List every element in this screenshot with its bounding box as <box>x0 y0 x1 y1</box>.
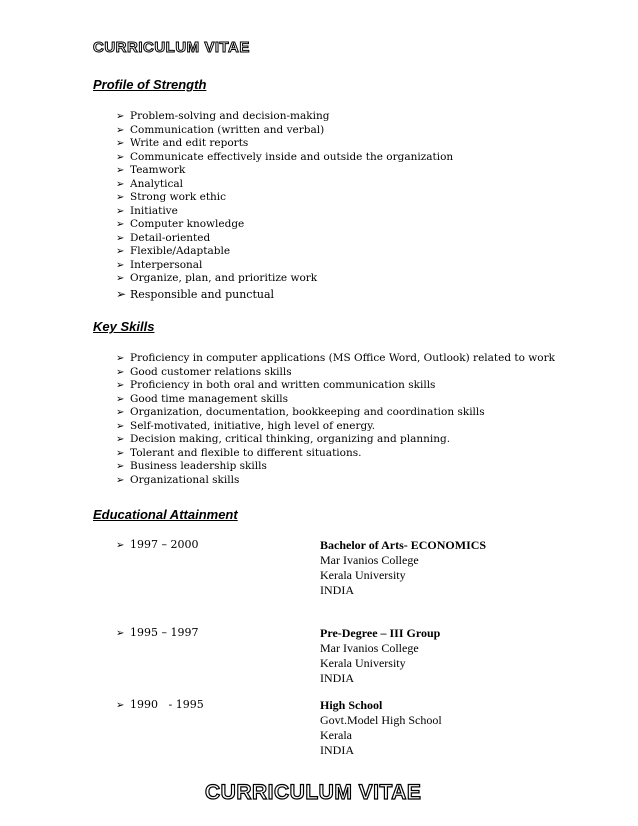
list-item: ➢ Organizational skills <box>116 473 240 486</box>
arrow-bullet-icon: ➢ <box>116 700 125 711</box>
arrow-bullet-icon: ➢ <box>116 366 125 378</box>
list-item: ➢ Detail-oriented <box>116 231 211 244</box>
arrow-bullet-icon: ➢ <box>116 447 125 459</box>
list-item: ➢ Analytical <box>116 177 183 190</box>
education-school: Govt.Model High School <box>320 713 442 727</box>
arrow-bullet-icon: ➢ <box>116 151 125 163</box>
arrow-bullet-icon: ➢ <box>116 628 125 639</box>
education-school: Mar Ivanios College <box>320 641 419 655</box>
list-item: ➢ Communicate effectively inside and outside the organization <box>116 150 454 163</box>
education-board: Kerala University <box>320 656 406 670</box>
education-country: INDIA <box>320 671 354 685</box>
list-item: ➢ Responsible and punctual <box>116 286 275 301</box>
list-item: ➢ Self-motivated, initiative, high level of energy. <box>116 419 376 432</box>
list-item: ➢ Initiative <box>116 204 178 217</box>
list-item: ➢ Interpersonal <box>116 258 203 271</box>
profile-list <box>116 110 453 302</box>
arrow-bullet-icon: ➢ <box>116 138 125 149</box>
list-item: ➢ Communication (written and verbal) <box>116 123 325 136</box>
education-degree: Bachelor of Arts- ECONOMICS <box>320 538 487 552</box>
education-board: Kerala University <box>320 568 406 582</box>
arrow-bullet-icon: ➢ <box>116 407 125 418</box>
skills-list <box>116 352 555 487</box>
arrow-bullet-icon: ➢ <box>116 353 125 364</box>
list-item: ➢ Proficiency in computer applications (MS Office Word, Outlook) related to work <box>116 352 555 364</box>
list-item: ➢ Organization, documentation, bookkeeping and coordination skills <box>116 406 485 418</box>
arrow-bullet-icon: ➢ <box>116 165 125 176</box>
profile-heading: Profile of Strength <box>93 77 207 92</box>
footer-title: CURRICULUM VITAE <box>205 781 422 804</box>
list-item: ➢ Tolerant and flexible to different situations. <box>116 446 362 459</box>
education-country: INDIA <box>320 583 354 597</box>
list-item: ➢ Business leadership skills <box>116 460 267 472</box>
list-item: ➢ Teamwork <box>116 164 186 176</box>
arrow-bullet-icon: ➢ <box>116 259 125 271</box>
arrow-bullet-icon: ➢ <box>116 474 125 486</box>
list-item: ➢ Write and edit reports <box>116 137 249 149</box>
arrow-bullet-icon: ➢ <box>116 205 125 217</box>
list-item: ➢ Strong work ethic <box>116 191 227 203</box>
list-item: ➢ Organize, plan, and prioritize work <box>116 272 318 284</box>
list-item: ➢ Computer knowledge <box>116 218 245 230</box>
list-item: ➢ Good customer relations skills <box>116 365 292 378</box>
list-item: ➢ Problem-solving and decision-making <box>116 110 330 122</box>
arrow-bullet-icon: ➢ <box>116 192 125 203</box>
arrow-bullet-icon: ➢ <box>116 232 125 244</box>
arrow-bullet-icon: ➢ <box>116 124 125 136</box>
arrow-bullet-icon: ➢ <box>116 393 125 405</box>
list-item: ➢ Flexible/Adaptable <box>116 245 231 257</box>
list-item: ➢ Good time management skills <box>116 392 289 405</box>
education-degree: Pre-Degree – III Group <box>320 626 441 640</box>
list-item: ➢ Decision making, critical thinking, organizing and planning. <box>116 433 451 445</box>
arrow-bullet-icon: ➢ <box>116 540 125 551</box>
education-country: INDIA <box>320 743 354 757</box>
arrow-bullet-icon: ➢ <box>116 420 125 432</box>
education-school: Mar Ivanios College <box>320 553 419 567</box>
arrow-bullet-icon: ➢ <box>116 273 125 284</box>
arrow-bullet-icon: ➢ <box>116 219 125 230</box>
arrow-bullet-icon: ➢ <box>116 461 125 472</box>
education-board: Kerala <box>320 728 352 742</box>
page-title: CURRICULUM VITAE <box>93 39 250 56</box>
education-years: 1990 - 1995 <box>130 698 204 711</box>
list-item: ➢ Proficiency in both oral and written communication skills <box>116 379 436 391</box>
arrow-bullet-icon: ➢ <box>116 246 125 257</box>
arrow-bullet-icon: ➢ <box>116 434 125 445</box>
arrow-bullet-icon: ➢ <box>116 178 125 190</box>
education-degree: High School <box>320 698 383 712</box>
arrow-bullet-icon: ➢ <box>116 286 127 301</box>
education-years: 1995 – 1997 <box>130 626 199 639</box>
arrow-bullet-icon: ➢ <box>116 111 125 122</box>
arrow-bullet-icon: ➢ <box>116 380 125 391</box>
skills-heading: Key Skills <box>93 319 155 334</box>
education-heading: Educational Attainment <box>93 507 238 522</box>
education-years: 1997 – 2000 <box>130 538 199 551</box>
